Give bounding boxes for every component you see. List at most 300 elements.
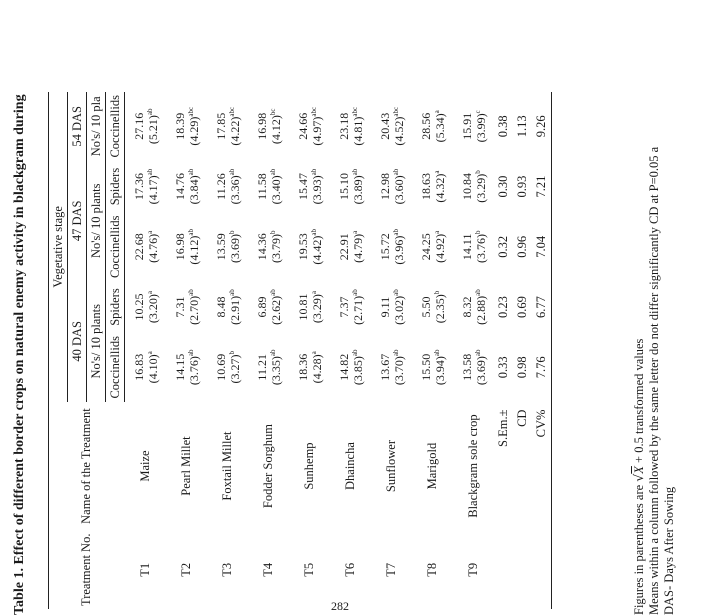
- significance-letter: ab: [309, 168, 318, 176]
- mean-value: 20.43: [377, 112, 392, 140]
- treatment-name: Maize: [137, 450, 152, 482]
- stats-value: 0.98: [515, 356, 529, 379]
- value-cell: [248, 161, 289, 213]
- header-treatment-no: Treatment No.: [49, 531, 125, 609]
- footnote-transform-plus: + 0.5: [632, 437, 646, 463]
- transformed-value: [433, 336, 447, 399]
- transformed-number: (2.70): [186, 295, 201, 325]
- stats-label: S.Em.±: [496, 409, 510, 447]
- transformed-number: (3.84): [186, 175, 201, 205]
- header-unit-54: No's/ 10 pla: [87, 92, 106, 161]
- mean-value: 15.10: [336, 173, 351, 201]
- value-cell: [330, 281, 371, 333]
- mean-value: 13.58: [459, 353, 474, 381]
- transformed-value: [146, 164, 160, 210]
- header-coccinellids-54: Coccinellids: [106, 92, 125, 161]
- treatment-name: Blackgram sole crop: [466, 414, 480, 518]
- mean-value: 11.21: [254, 354, 269, 381]
- mean-value: 7.37: [336, 296, 351, 318]
- significance-letter: a: [432, 110, 441, 114]
- treatment-name: Sunflower: [384, 440, 398, 493]
- transformed-number: (4.12): [268, 115, 283, 145]
- transformed-number: (3.35): [268, 356, 283, 386]
- significance-letter: ab: [473, 349, 482, 357]
- stats-spacer: [513, 531, 532, 609]
- transformed-value: [474, 216, 488, 279]
- significance-letter: abc: [227, 106, 236, 117]
- mean-value: 17.36: [131, 173, 146, 201]
- transformed-value: [187, 336, 201, 399]
- stats-value: 0.38: [496, 115, 510, 138]
- transformed-number: (5.34): [432, 113, 447, 143]
- footnote-transform: [631, 0, 647, 615]
- significance-letter: a: [145, 230, 154, 234]
- value-cell: [412, 333, 453, 402]
- transformed-value: [269, 284, 283, 330]
- mean-value: 16.98: [172, 233, 187, 261]
- transformed-number: (3.27): [227, 354, 242, 384]
- stats-row: [513, 92, 532, 609]
- table-row: [371, 92, 412, 609]
- significance-letter: ab: [186, 168, 195, 176]
- header-unit-47: No's/ 10 plants: [87, 161, 106, 282]
- stats-value: 0.23: [496, 296, 510, 318]
- treatment-name: Sunhemp: [302, 442, 316, 490]
- transformed-value: [433, 95, 447, 158]
- footnote-transform-suffix: transformed values: [632, 338, 646, 435]
- transformed-value: [351, 336, 365, 399]
- treatment-no: T7: [384, 562, 398, 577]
- value-cell: [412, 213, 453, 282]
- table-title: Table 1. Effect of different border crops on natural enemy activity in blackgram during: [12, 94, 27, 615]
- transformed-number: (4.79): [350, 233, 365, 263]
- stats-value: 0.96: [515, 235, 529, 258]
- transformed-number: (2.71): [350, 295, 365, 325]
- significance-letter: ab: [473, 289, 482, 296]
- value-cell: [289, 161, 330, 213]
- mean-value: 11.58: [254, 173, 269, 200]
- significance-letter: ab: [186, 289, 195, 296]
- transformed-number: (4.32): [432, 173, 447, 203]
- transformed-number: (3.20): [145, 294, 160, 324]
- stats-value: 1.13: [515, 115, 529, 138]
- transformed-number: (3.85): [350, 356, 365, 386]
- transformed-value: [474, 284, 488, 330]
- significance-letter: ab: [268, 349, 277, 357]
- transformed-number: (5.21): [145, 115, 160, 145]
- transformed-value: [228, 164, 242, 210]
- value-cell: [207, 92, 248, 161]
- value-cell: [371, 281, 412, 333]
- value-cell: [412, 92, 453, 161]
- mean-value: 18.36: [295, 353, 310, 381]
- transformed-number: (4.52): [391, 116, 406, 146]
- value-cell: [166, 92, 207, 161]
- transformed-value: [433, 216, 447, 279]
- mean-value: 22.68: [131, 233, 146, 261]
- mean-value: 10.69: [213, 353, 228, 381]
- transformed-number: (4.97): [309, 116, 324, 146]
- mean-value: 6.89: [254, 296, 269, 318]
- value-cell: [371, 213, 412, 282]
- value-cell: [125, 281, 167, 333]
- significance-letter: ab: [145, 168, 154, 176]
- header-das-40: 40 DAS: [68, 281, 87, 402]
- value-cell: [248, 213, 289, 282]
- table-row: [453, 92, 494, 609]
- transformed-number: (3.40): [268, 175, 283, 205]
- stats-label: CV%: [532, 402, 552, 531]
- transformed-number: (3.02): [391, 295, 406, 325]
- stats-value: 0.33: [496, 356, 510, 379]
- footnote-transform-prefix: Figures in parentheses are: [632, 484, 646, 615]
- transformed-value: [187, 95, 201, 158]
- transformed-value: [392, 164, 406, 210]
- value-cell: [125, 333, 167, 402]
- transformed-value: [392, 95, 406, 158]
- transformed-value: [310, 164, 324, 210]
- table-body: [125, 92, 552, 609]
- mean-value: 15.91: [459, 112, 474, 140]
- stats-value: 7.76: [532, 333, 552, 402]
- treatment-no: T9: [466, 562, 480, 577]
- significance-letter: ab: [268, 289, 277, 296]
- treatment-no: T4: [261, 562, 275, 577]
- value-cell: [166, 161, 207, 213]
- treatment-name: Fodder Sorghum: [261, 423, 275, 509]
- transformed-value: [187, 216, 201, 279]
- transformed-number: (4.92): [432, 233, 447, 263]
- footnote-significance: Means within a column followed by the same letter do not differ significantly CD at P=0.05 a: [647, 146, 661, 615]
- transformed-number: (4.81): [350, 116, 365, 146]
- treatment-no: T1: [137, 562, 152, 577]
- value-cell: [453, 333, 494, 402]
- stats-value: 9.26: [532, 92, 552, 161]
- value-cell: [371, 333, 412, 402]
- sqrt-symbol: √: [631, 473, 646, 482]
- mean-value: 16.83: [131, 353, 146, 381]
- value-cell: [330, 92, 371, 161]
- mean-value: 15.50: [418, 353, 433, 381]
- transformed-number: (3.99): [473, 113, 488, 143]
- value-cell: [453, 281, 494, 333]
- mean-value: 8.32: [459, 296, 474, 318]
- transformed-value: [310, 336, 324, 399]
- significance-letter: ab: [309, 229, 318, 236]
- mean-value: 15.47: [295, 173, 310, 201]
- mean-value: 19.53: [295, 233, 310, 261]
- significance-letter: ab: [432, 349, 441, 357]
- transformed-value: [351, 284, 365, 330]
- mean-value: 14.36: [254, 233, 269, 261]
- transformed-number: (2.35): [432, 294, 447, 324]
- significance-letter: ab: [186, 349, 195, 357]
- header-das-47: 47 DAS: [68, 161, 87, 282]
- stats-spacer: [494, 531, 513, 609]
- stats-value: 6.77: [532, 281, 552, 333]
- table-row: [248, 92, 289, 609]
- value-cell: [248, 333, 289, 402]
- significance-letter: abc: [350, 106, 359, 117]
- value-cell: [412, 161, 453, 213]
- transformed-value: [351, 164, 365, 210]
- mean-value: 9.11: [377, 296, 392, 318]
- significance-letter: ab: [350, 168, 359, 176]
- significance-letter: a: [145, 351, 154, 355]
- significance-letter: abc: [391, 106, 400, 117]
- significance-letter: a: [309, 291, 318, 295]
- transformed-number: (3.70): [391, 356, 406, 386]
- transformed-value: [392, 284, 406, 330]
- transformed-number: (2.62): [268, 295, 283, 325]
- results-table: [48, 92, 552, 609]
- value-cell: [289, 213, 330, 282]
- transformed-value: [269, 216, 283, 279]
- mean-value: 28.56: [418, 112, 433, 140]
- header-vegetative-stage: Vegetative stage: [49, 92, 68, 402]
- significance-letter: b: [227, 351, 236, 355]
- significance-letter: c: [473, 110, 482, 114]
- transformed-value: [392, 216, 406, 279]
- transformed-number: (3.79): [268, 234, 283, 264]
- significance-letter: ab: [350, 289, 359, 296]
- transformed-value: [310, 95, 324, 158]
- significance-letter: a: [432, 170, 441, 174]
- mean-value: 5.50: [418, 296, 433, 318]
- transformed-number: (3.60): [391, 175, 406, 205]
- transformed-value: [310, 216, 324, 279]
- value-cell: [207, 333, 248, 402]
- mean-value: 11.26: [213, 173, 228, 200]
- table-row: [166, 92, 207, 609]
- transformed-number: (3.29): [309, 294, 324, 324]
- stats-value: 0.69: [515, 296, 529, 318]
- value-cell: [207, 281, 248, 333]
- treatment-no: T6: [343, 562, 357, 577]
- transformed-number: (4.22): [227, 116, 242, 146]
- transformed-number: (3.69): [473, 356, 488, 386]
- transformed-value: [228, 95, 242, 158]
- transformed-value: [228, 216, 242, 279]
- transformed-number: (4.28): [309, 354, 324, 384]
- significance-letter: ab: [391, 289, 400, 296]
- significance-letter: ab: [186, 229, 195, 236]
- stats-row: [532, 92, 552, 609]
- transformed-number: (3.93): [309, 175, 324, 205]
- mean-value: 15.72: [377, 233, 392, 261]
- header-spiders-40: Spiders: [106, 281, 125, 333]
- stats-value: 0.93: [515, 175, 529, 198]
- transformed-number: (4.76): [145, 233, 160, 263]
- value-cell: [125, 92, 167, 161]
- significance-letter: ab: [391, 349, 400, 357]
- table-row: [125, 92, 167, 609]
- treatment-no: T2: [179, 562, 193, 577]
- header-spiders-47: Spiders: [106, 161, 125, 213]
- value-cell: [289, 92, 330, 161]
- transformed-number: (4.12): [186, 235, 201, 265]
- significance-letter: a: [432, 230, 441, 234]
- value-cell: [412, 281, 453, 333]
- mean-value: 10.84: [459, 173, 474, 201]
- table-row: [289, 92, 330, 609]
- mean-value: 13.59: [213, 233, 228, 261]
- transformed-number: (4.10): [145, 354, 160, 384]
- transformed-value: [146, 336, 160, 399]
- mean-value: 10.81: [295, 293, 310, 321]
- sqrt-argument: X: [632, 466, 646, 474]
- treatment-name: Dhaincha: [343, 442, 357, 490]
- value-cell: [453, 213, 494, 282]
- value-cell: [248, 92, 289, 161]
- transformed-value: [474, 336, 488, 399]
- treatment-no: T5: [302, 562, 316, 577]
- significance-letter: a: [309, 351, 318, 355]
- mean-value: 14.82: [336, 353, 351, 381]
- transformed-value: [187, 164, 201, 210]
- transformed-value: [187, 284, 201, 330]
- value-cell: [330, 333, 371, 402]
- page-number: 282: [331, 599, 349, 613]
- value-cell: [125, 213, 167, 282]
- mean-value: 12.98: [377, 173, 392, 201]
- transformed-value: [146, 216, 160, 279]
- significance-letter: ab: [227, 289, 236, 296]
- header-treatment-name: Name of the Treatment: [49, 402, 125, 531]
- treatment-no: T3: [220, 562, 234, 577]
- transformed-number: (2.88): [473, 295, 488, 325]
- value-cell: [330, 161, 371, 213]
- mean-value: 7.31: [172, 296, 187, 318]
- treatment-name: Pearl Millet: [179, 436, 193, 496]
- transformed-value: [392, 336, 406, 399]
- stats-row: [494, 92, 513, 609]
- significance-letter: ab: [391, 168, 400, 176]
- transformed-value: [146, 95, 160, 158]
- mean-value: 22.91: [336, 233, 351, 261]
- mean-value: 18.63: [418, 173, 433, 201]
- transformed-value: [228, 336, 242, 399]
- significance-letter: abc: [186, 106, 195, 117]
- significance-letter: ab: [350, 349, 359, 357]
- transformed-value: [269, 164, 283, 210]
- transformed-value: [146, 284, 160, 330]
- value-cell: [371, 161, 412, 213]
- significance-letter: ab: [227, 168, 236, 176]
- transformed-value: [351, 216, 365, 279]
- transformed-value: [474, 164, 488, 210]
- footnotes: [631, 0, 677, 615]
- value-cell: [453, 161, 494, 213]
- mean-value: 23.18: [336, 112, 351, 140]
- mean-value: 16.98: [254, 112, 269, 140]
- significance-letter: ab: [145, 108, 154, 116]
- stats-value: 7.21: [532, 161, 552, 213]
- transformed-number: (3.76): [473, 234, 488, 264]
- mean-value: 8.48: [213, 296, 228, 318]
- mean-value: 24.66: [295, 112, 310, 140]
- mean-value: 27.16: [131, 112, 146, 140]
- value-cell: [166, 281, 207, 333]
- header-das-54: 54 DAS: [68, 92, 87, 161]
- significance-letter: a: [145, 291, 154, 295]
- significance-letter: b: [432, 290, 441, 295]
- value-cell: [453, 92, 494, 161]
- transformed-value: [269, 95, 283, 158]
- transformed-value: [228, 284, 242, 330]
- value-cell: [125, 161, 167, 213]
- significance-letter: b: [268, 230, 277, 235]
- value-cell: [166, 333, 207, 402]
- value-cell: [330, 213, 371, 282]
- stats-label: CD: [515, 409, 529, 427]
- transformed-value: [269, 336, 283, 399]
- mean-value: 13.67: [377, 353, 392, 381]
- treatment-name: Foxtail Millet: [220, 431, 234, 501]
- value-cell: [289, 281, 330, 333]
- value-cell: [289, 333, 330, 402]
- table-row: [412, 92, 453, 609]
- transformed-number: (3.96): [391, 235, 406, 265]
- transformed-number: (4.42): [309, 235, 324, 265]
- transformed-number: (3.94): [432, 356, 447, 386]
- significance-letter: ab: [268, 168, 277, 176]
- mean-value: 18.39: [172, 112, 187, 140]
- transformed-number: (3.36): [227, 175, 242, 205]
- significance-letter: b: [227, 230, 236, 235]
- header-coccinellids-47: Coccinellids: [106, 213, 125, 282]
- transformed-number: (3.69): [227, 234, 242, 264]
- transformed-number: (3.76): [186, 356, 201, 386]
- significance-letter: b: [473, 170, 482, 174]
- transformed-number: (3.89): [350, 175, 365, 205]
- mean-value: 10.25: [131, 293, 146, 321]
- transformed-value: [433, 284, 447, 330]
- mean-value: 17.85: [213, 112, 228, 140]
- stats-value: 7.04: [532, 213, 552, 282]
- significance-letter: b: [473, 230, 482, 235]
- transformed-value: [433, 164, 447, 210]
- value-cell: [207, 161, 248, 213]
- mean-value: 14.76: [172, 173, 187, 201]
- footnote-das: DAS- Days After Sowing: [662, 486, 676, 615]
- value-cell: [207, 213, 248, 282]
- table-row: [330, 92, 371, 609]
- value-cell: [371, 92, 412, 161]
- mean-value: 14.11: [459, 233, 474, 261]
- stats-value: 0.32: [496, 235, 510, 258]
- mean-value: 24.25: [418, 233, 433, 261]
- significance-letter: ab: [391, 229, 400, 236]
- treatment-name: Marigold: [425, 442, 439, 490]
- transformed-number: (2.91): [227, 295, 242, 325]
- transformed-value: [310, 284, 324, 330]
- significance-letter: bc: [268, 108, 277, 116]
- transformed-number: (3.29): [473, 173, 488, 203]
- value-cell: [248, 281, 289, 333]
- stats-spacer: [532, 531, 552, 609]
- transformed-value: [474, 95, 488, 158]
- header-coccinellids-40: Coccinellids: [106, 333, 125, 402]
- transformed-number: (4.29): [186, 116, 201, 146]
- transformed-number: (4.17): [145, 175, 160, 205]
- stats-value: 0.30: [496, 175, 510, 198]
- table-row: [207, 92, 248, 609]
- transformed-value: [351, 95, 365, 158]
- header-unit-40: No's/ 10 plants: [87, 281, 106, 402]
- treatment-no: T8: [425, 562, 439, 577]
- significance-letter: a: [350, 230, 359, 234]
